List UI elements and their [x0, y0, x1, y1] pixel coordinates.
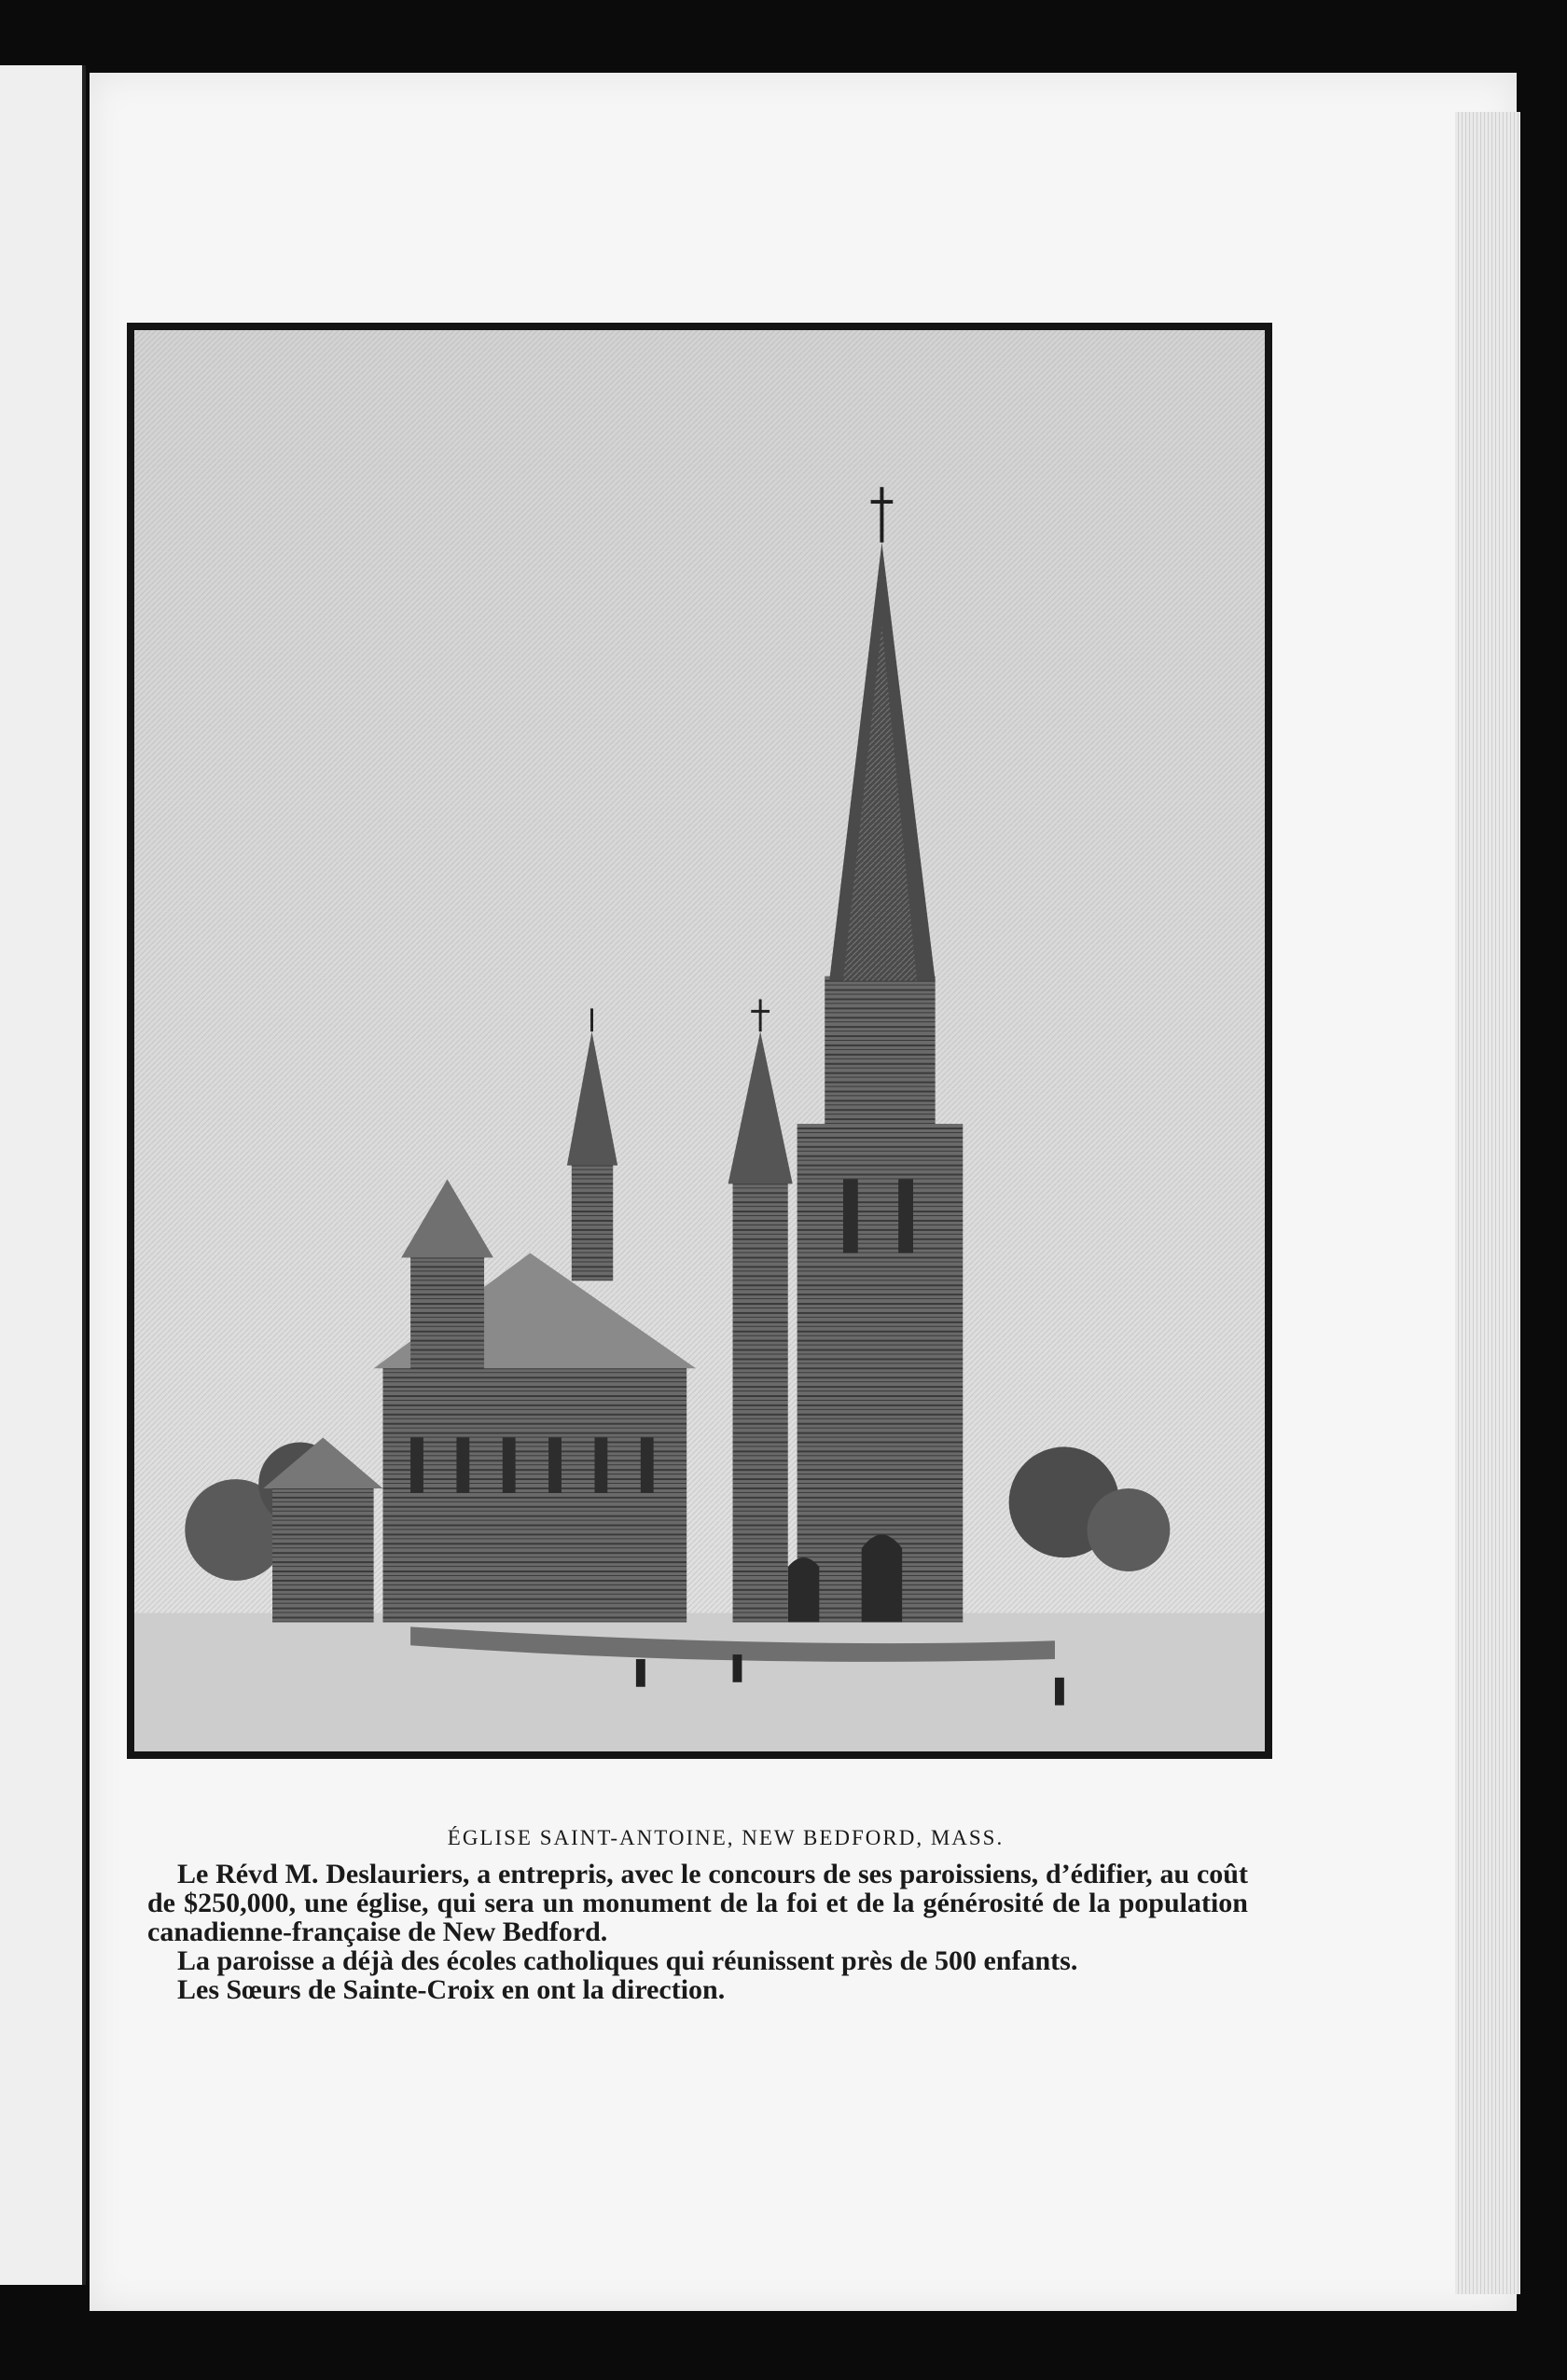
caption-title: ÉGLISE SAINT-ANTOINE, NEW BEDFORD, MASS.	[447, 1826, 1005, 1849]
caption-block	[147, 1826, 1248, 2004]
book-page	[90, 73, 1517, 2311]
church-engraving	[134, 330, 1265, 1751]
left-page-edge	[0, 65, 86, 2285]
page-stack-edge	[1455, 112, 1520, 2294]
caption-paragraph: Les Sœurs de Sainte-Croix en ont la direction.	[177, 1974, 726, 2005]
church-illustration	[127, 323, 1272, 1759]
caption-paragraph: La paroisse a déjà des écoles catholiques qui réunissent près de 500 enfants.	[177, 1945, 1078, 1976]
caption-paragraph: Le Révd M. Deslauriers, a entrepris, avec le concours de ses paroissiens, d’édifier, au coût de $250,000, une église, qui sera un monument de la foi et de la générosité de la population canadienne-française de New Bedford.	[147, 1859, 1248, 1947]
